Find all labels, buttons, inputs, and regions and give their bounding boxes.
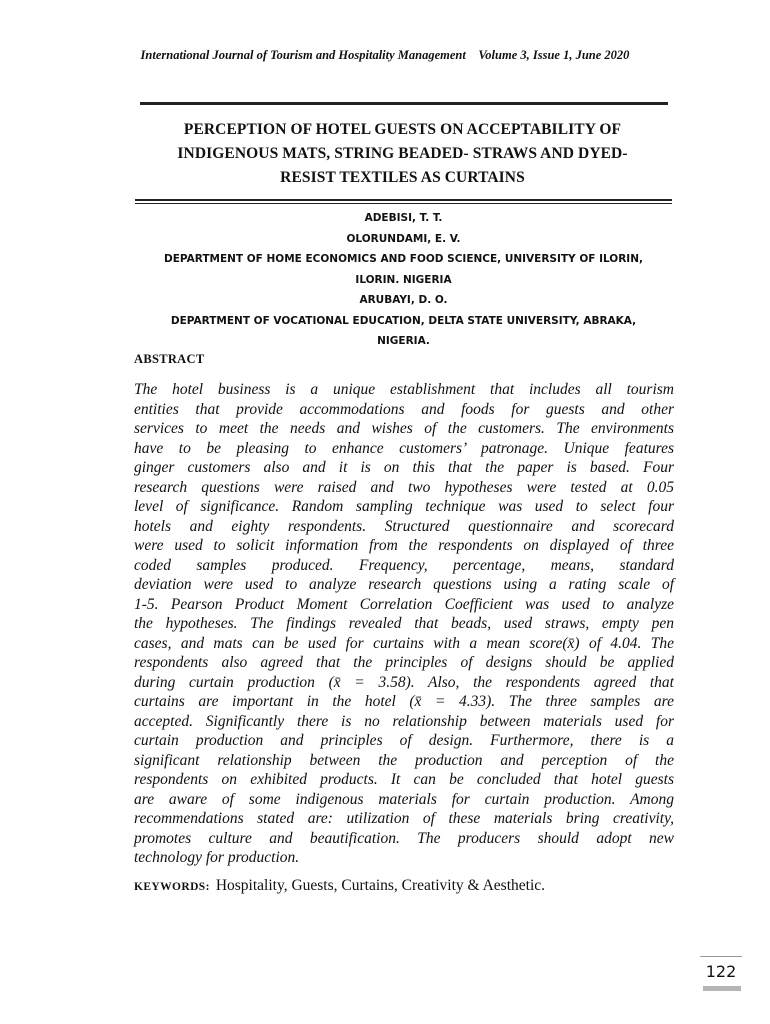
journal-name: International Journal of Tourism and Hospitality Management — [140, 48, 466, 62]
abstract-line: respondents also agreed that the principles of designs should be applied — [134, 654, 674, 671]
affiliation-line: ILORIN. NIGERIA — [355, 273, 452, 286]
abstract-line: are aware of some indigenous materials for curtain production. Among — [134, 790, 674, 808]
title-line: INDIGENOUS MATS, STRING BEADED- STRAWS AND DYED- — [177, 145, 628, 162]
abstract-line: curtain production and principles of design. Furthermore, there is a — [134, 732, 674, 749]
abstract-line: services to meet the needs and wishes of the customers. The environments — [134, 420, 674, 437]
author-line: OLORUNDAMI, E. V. — [346, 232, 461, 245]
affiliation-line: DEPARTMENT OF VOCATIONAL EDUCATION, DELTA STATE UNIVERSITY, ABRAKA, — [170, 314, 637, 327]
abstract-line: cases, and mats can be used for curtains with a mean score(x̄) of 4.04. The — [134, 634, 674, 652]
abstract-line: level of significance. Random sampling technique was used to select four — [134, 498, 674, 515]
title-line: RESIST TEXTILES AS CURTAINS — [280, 169, 525, 186]
abstract-line: coded samples produced. Frequency, percentage, means, standard — [134, 556, 674, 574]
abstract-line: ginger customers also and it is on this that the paper is based. Four — [134, 459, 674, 476]
abstract-line: significant relationship between the production and perception of the — [134, 751, 674, 769]
affiliation-line: NIGERIA. — [377, 335, 430, 347]
paper-title — [135, 118, 670, 190]
keywords — [134, 877, 545, 895]
abstract-line: accepted. Significantly there is no relationship between materials used for — [134, 712, 674, 730]
abstract-line: hotels and eighty respondents. Structured questionnaire and scorecard — [134, 517, 674, 535]
header-rule — [140, 102, 668, 105]
abstract-line: the hypotheses. The findings revealed that beads, used straws, empty pen — [134, 615, 674, 632]
page-number-rule — [700, 956, 742, 957]
title-line: PERCEPTION OF HOTEL GUESTS ON ACCEPTABILITY OF — [183, 121, 622, 138]
abstract-line: 1-5. Pearson Product Moment Correlation Coefficient was used to analyze — [134, 595, 674, 613]
journal-volume: Volume 3, Issue 1, June 2020 — [478, 48, 630, 62]
author-line: ARUBAYI, D. O. — [359, 294, 448, 306]
abstract-line: were used to solicit information from the respondents on displayed of three — [134, 537, 674, 554]
running-header — [0, 48, 770, 63]
author-line: ADEBISI, T. T. — [364, 212, 443, 224]
abstract-body — [134, 380, 674, 868]
abstract-line: The hotel business is a unique establishment that includes all tourism — [134, 381, 674, 398]
abstract-line: research questions were raised and two hypotheses were tested at 0.05 — [134, 478, 674, 496]
page-number: 122 — [705, 962, 737, 981]
abstract-line: entities that provide accommodations and foods for guests and other — [134, 400, 674, 418]
abstract-line: promotes culture and beautification. The producers should adopt new — [134, 829, 674, 847]
page-number-bar — [703, 986, 741, 991]
abstract-line: technology for production. — [134, 849, 300, 866]
keywords-label: KEYWORDS: — [134, 881, 210, 893]
author-block — [135, 208, 672, 352]
abstract-heading: ABSTRACT — [134, 352, 205, 366]
abstract-line: have to be pleasing to enhance customers’ patronage. Unique features — [134, 439, 674, 457]
abstract-line: respondents on exhibited products. It can be concluded that hotel guests — [134, 771, 674, 788]
affiliation-line: DEPARTMENT OF HOME ECONOMICS AND FOOD SCIENCE, UNIVERSITY OF ILORIN, — [164, 253, 643, 265]
abstract-line: recommendations stated are: utilization of these materials bring creativity, — [134, 810, 674, 827]
abstract-line: curtains are important in the hotel (x̄ = 4.33). The three samples are — [134, 693, 674, 710]
abstract-line: deviation were used to analyze research questions using a rating scale of — [134, 576, 674, 593]
abstract-line: during curtain production (x̄ = 3.58). Also, the respondents agreed that — [134, 673, 674, 691]
keywords-text: Hospitality, Guests, Curtains, Creativity & Aesthetic. — [215, 877, 546, 894]
title-rule — [135, 199, 672, 204]
